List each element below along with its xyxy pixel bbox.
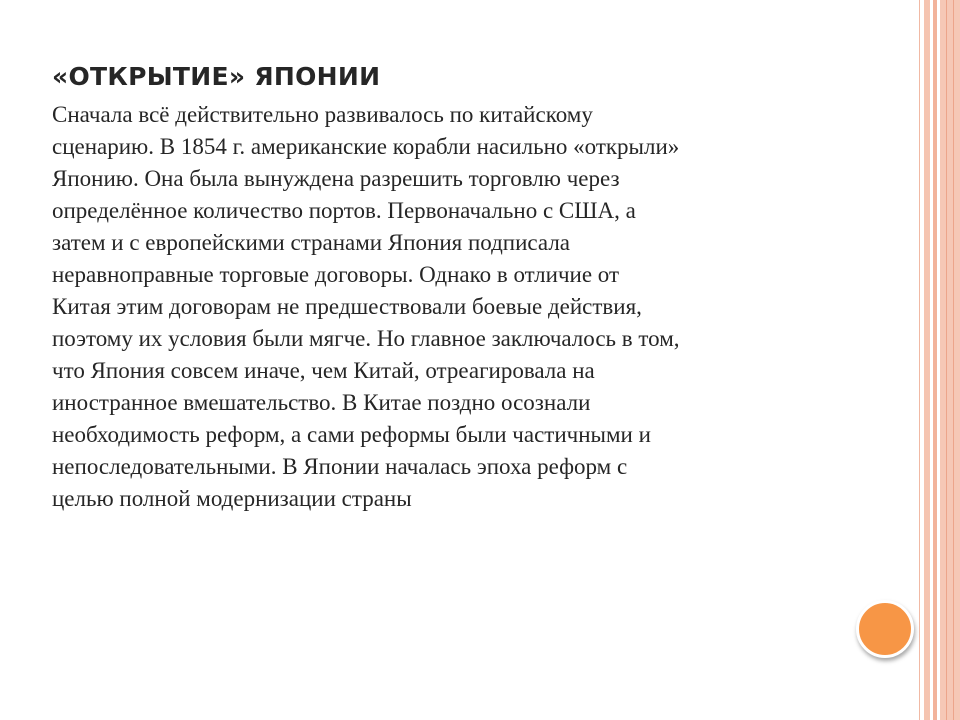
decorative-stripe — [933, 0, 937, 720]
decorative-stripe-line — [919, 0, 920, 720]
decorative-stripe-line — [946, 0, 947, 720]
slide-title: «ОТКРЫТИЕ» ЯПОНИИ — [52, 62, 381, 91]
decorative-stripe-band — [940, 0, 960, 720]
decorative-stripe — [924, 0, 930, 720]
decorative-stripe-line — [953, 0, 954, 720]
slide-body-text: Сначала всё действительно развивалось по китайскому сценарию. В 1854 г. американские корабли насильно «открыли» Японию. Она была вынуждена разрешить торговлю через определённое количество портов. Первоначально с США, а затем и с европейскими странами Япония подписала неравноправные торговые договоры. Однако в отличие от Китая этим договорам не предшествовали боевые действия, поэтому их условия были мягче. Но главное заключалось в том, что Япония совсем иначе, чем Китай, отреагировала на иностранное вмешательство. В Китае поздно осознали необходимость реформ, а сами реформы были частичными и непоследовательными. В Японии началась эпоха реформ с целью полной модернизации страны — [52, 102, 680, 511]
decorative-circle-icon — [856, 600, 914, 658]
